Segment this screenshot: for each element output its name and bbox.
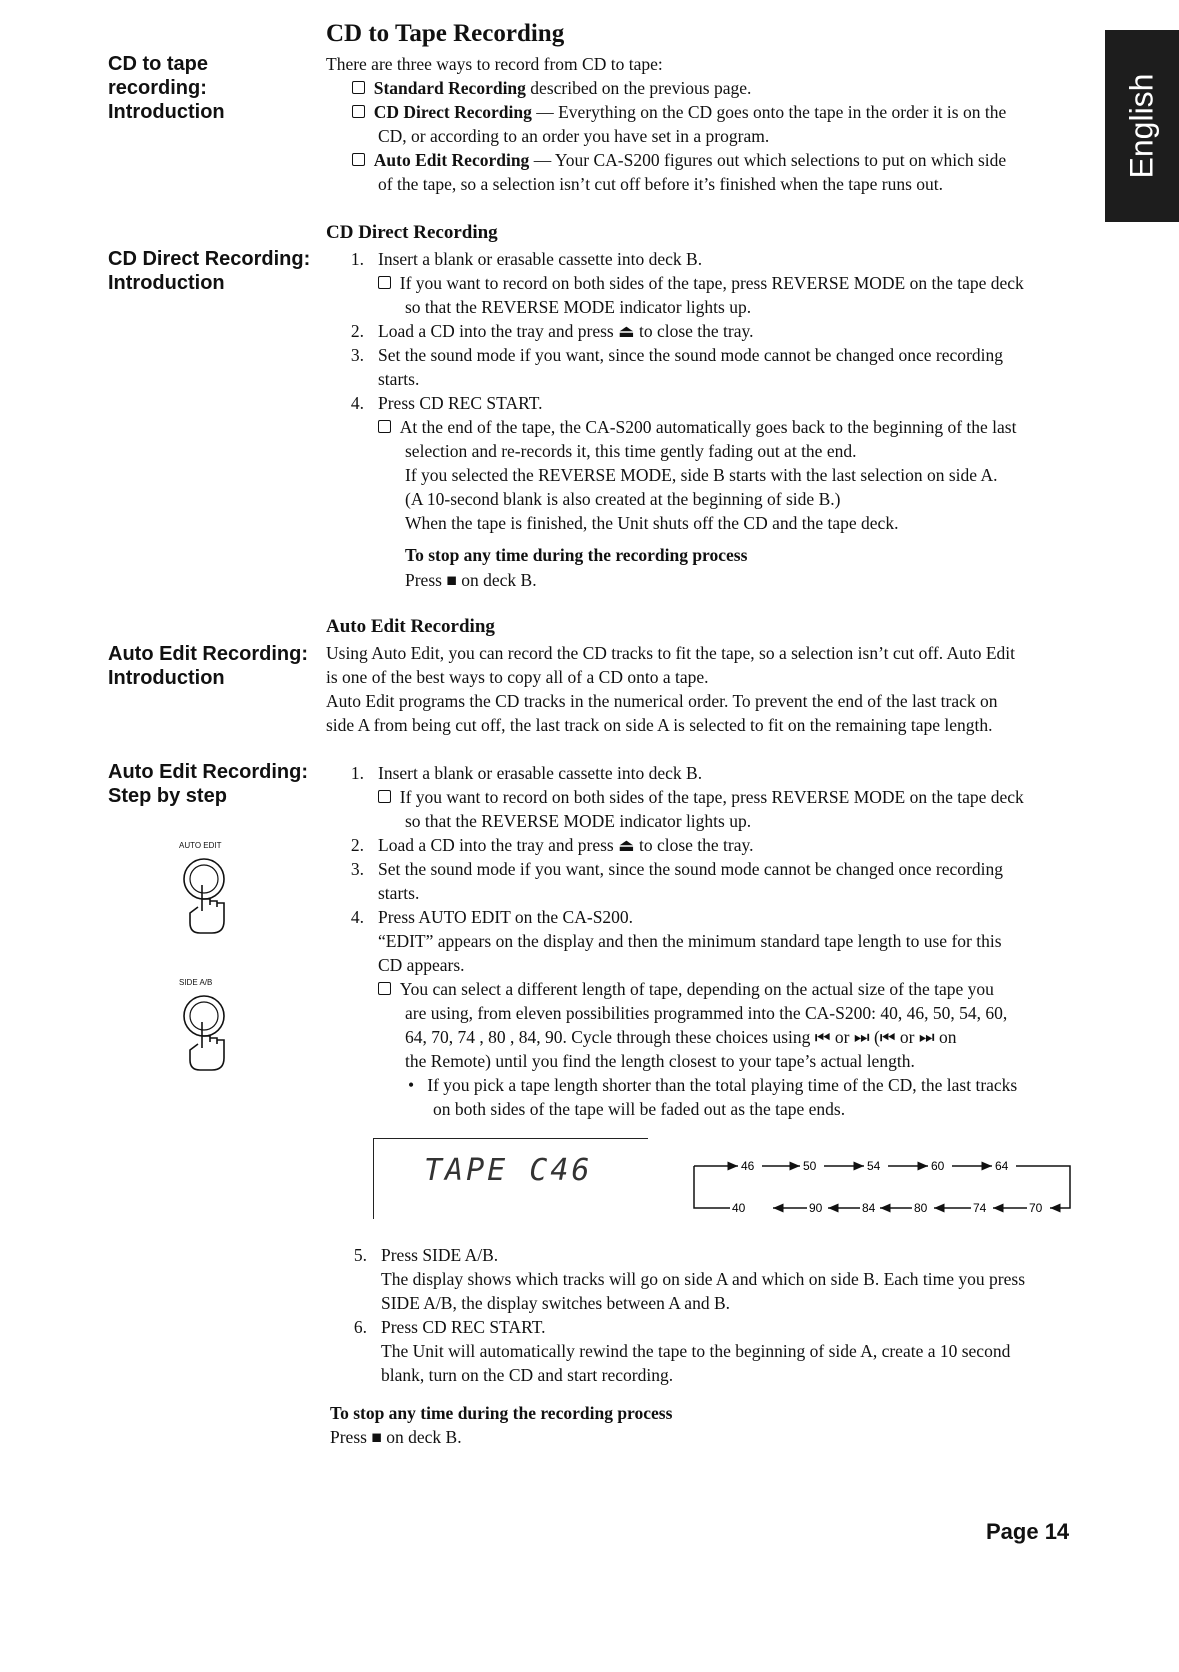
paragraph-line: Using Auto Edit, you can record the CD tracks to fit the tape, so a selection isn’t cut off. Auto Edit [326, 643, 1016, 663]
cycle-value: 74 [973, 1201, 987, 1215]
way-item: Auto Edit Recording — Your CA-S200 figures out which selections to put on which side [352, 148, 1006, 173]
step-text: Insert a blank or erasable cassette into deck B. [378, 249, 703, 269]
step-subitem-cont: If you selected the REVERSE MODE, side B starts with the last selection on side A. [405, 465, 998, 485]
step-subitem-cont: so that the REVERSE MODE indicator lights up. [405, 297, 752, 317]
step-text: Press CD REC START. [381, 1317, 546, 1337]
way-item-cont: of the tape, so a selection isn’t cut off before it’s finished when the tape runs out. [378, 174, 944, 194]
way-item: CD Direct Recording — Everything on the CD goes onto the tape in the order it is on the [352, 100, 1006, 125]
step-text-cont: CD appears. [378, 955, 465, 975]
cycle-value: 80 [914, 1201, 928, 1215]
step-subitem-cont: are using, from eleven possibilities programmed into the CA-S200: 40, 46, 50, 54, 60, [405, 1003, 1008, 1023]
cycle-value: 90 [809, 1201, 823, 1215]
bullet-item: • If you pick a tape length shorter than the total playing time of the CD, the last tracks [408, 1075, 1018, 1095]
sidebar-heading-auto-edit-step: Auto Edit Recording: Step by step [108, 761, 308, 807]
stop-heading: To stop any time during the recording process [330, 1403, 673, 1423]
way-item-cont: CD, or according to an order you have set in a program. [378, 126, 770, 146]
step-text: Press SIDE A/B. [381, 1245, 499, 1265]
step-number: 5. [353, 1245, 367, 1265]
cycle-value: 84 [862, 1201, 876, 1215]
section-heading-cd-direct: CD Direct Recording [326, 222, 498, 243]
step-subitem-cont: selection and re-records it, this time gently fading out at the end. [405, 441, 857, 461]
checkbox-bullet-icon [378, 420, 391, 433]
sidebar-heading-auto-edit-intro: Auto Edit Recording: Introduction [108, 643, 308, 689]
checkbox-bullet-icon [378, 276, 391, 289]
step-subitem-cont: When the tape is finished, the Unit shuts off the CD and the tape deck. [405, 513, 899, 533]
page-title: CD to Tape Recording [326, 20, 565, 47]
step-number: 1. [350, 249, 364, 269]
step-text-cont: SIDE A/B, the display switches between A and B. [381, 1293, 730, 1313]
step-number: 1. [350, 763, 364, 783]
step-subitem-cont: the Remote) until you find the length closest to your tape’s actual length. [405, 1051, 915, 1071]
step-subitem: If you want to record on both sides of the tape, press REVERSE MODE on the tape deck [378, 785, 1024, 810]
hand-press-button-icon [178, 992, 248, 1078]
step-subitem-cont: so that the REVERSE MODE indicator lights up. [405, 811, 752, 831]
step-subitem-cont: (A 10-second blank is also created at the beginning of side B.) [405, 489, 841, 509]
step-text-cont: The display shows which tracks will go on side A and which on side B. Each time you press [381, 1269, 1026, 1289]
checkbox-bullet-icon [352, 153, 365, 166]
step-text-cont: The Unit will automatically rewind the tape to the beginning of side A, create a 10 second [381, 1341, 1011, 1361]
sidebar-heading-cd-direct: CD Direct Recording: Introduction [108, 248, 311, 294]
step-text: Press CD REC START. [378, 393, 543, 413]
intro-text: There are three ways to record from CD to tape: [326, 54, 663, 74]
cycle-value: 70 [1029, 1201, 1043, 1215]
stop-text: Press ■ on deck B. [405, 570, 537, 590]
paragraph-line: is one of the best ways to copy all of a CD onto a tape. [326, 667, 709, 687]
cycle-value: 40 [732, 1201, 746, 1215]
checkbox-bullet-icon [352, 81, 365, 94]
paragraph-line: Auto Edit programs the CD tracks in the numerical order. To prevent the end of the last track on [326, 691, 998, 711]
checkbox-bullet-icon [378, 982, 391, 995]
cycle-value: 60 [931, 1159, 945, 1173]
step-text: Press AUTO EDIT on the CA-S200. [378, 907, 634, 927]
step-text-cont: blank, turn on the CD and start recording. [381, 1365, 674, 1385]
cycle-value: 64 [995, 1159, 1009, 1173]
sidebar-heading-cd-to-tape: CD to tape recording: Introduction [108, 53, 225, 123]
step-text: Set the sound mode if you want, since the sound mode cannot be changed once recording [378, 859, 1003, 879]
step-number: 2. [350, 835, 364, 855]
step-text: Insert a blank or erasable cassette into deck B. [378, 763, 703, 783]
step-number: 6. [353, 1317, 367, 1337]
stop-heading: To stop any time during the recording process [405, 545, 748, 565]
cycle-value: 46 [741, 1159, 755, 1173]
step-number: 3. [350, 859, 364, 879]
paragraph-line: side A from being cut off, the last track on side A is selected to fit on the remaining tape length. [326, 715, 993, 735]
step-subitem: At the end of the tape, the CA-S200 automatically goes back to the beginning of the last [378, 415, 1016, 440]
step-text: Load a CD into the tray and press ⏏ to close the tray. [378, 835, 754, 855]
tape-length-cycle-diagram [690, 1155, 1075, 1217]
side-ab-label: SIDE A/B [179, 978, 213, 987]
lcd-display: TAPE C46 [373, 1138, 648, 1219]
step-subitem: If you want to record on both sides of the tape, press REVERSE MODE on the tape deck [378, 271, 1024, 296]
auto-edit-label: AUTO EDIT [179, 841, 222, 850]
step-subitem-cont: 64, 70, 74 , 80 , 84, 90. Cycle through these choices using ⏮ or ⏭ (⏮ or ⏭ on [405, 1027, 957, 1047]
step-number: 2. [350, 321, 364, 341]
step-number: 4. [350, 907, 364, 927]
way-item: Standard Recording described on the previous page. [352, 76, 751, 101]
language-tab: English [1105, 30, 1179, 222]
stop-text: Press ■ on deck B. [330, 1427, 462, 1447]
page-number: Page 14 [986, 1519, 1070, 1544]
step-number: 3. [350, 345, 364, 365]
step-subitem: You can select a different length of tape, depending on the actual size of the tape you [378, 977, 994, 1002]
checkbox-bullet-icon [378, 790, 391, 803]
checkbox-bullet-icon [352, 105, 365, 118]
bullet-item-cont: on both sides of the tape will be faded out as the tape ends. [433, 1099, 846, 1119]
cycle-value: 54 [867, 1159, 881, 1173]
step-text-cont: starts. [378, 369, 420, 389]
step-number: 4. [350, 393, 364, 413]
step-text: Load a CD into the tray and press ⏏ to close the tray. [378, 321, 754, 341]
step-text-cont: “EDIT” appears on the display and then the minimum standard tape length to use for this [378, 931, 1002, 951]
section-heading-auto-edit: Auto Edit Recording [326, 616, 495, 637]
step-text-cont: starts. [378, 883, 420, 903]
cycle-value: 50 [803, 1159, 817, 1173]
hand-press-button-icon [178, 855, 248, 941]
step-text: Set the sound mode if you want, since the sound mode cannot be changed once recording [378, 345, 1003, 365]
